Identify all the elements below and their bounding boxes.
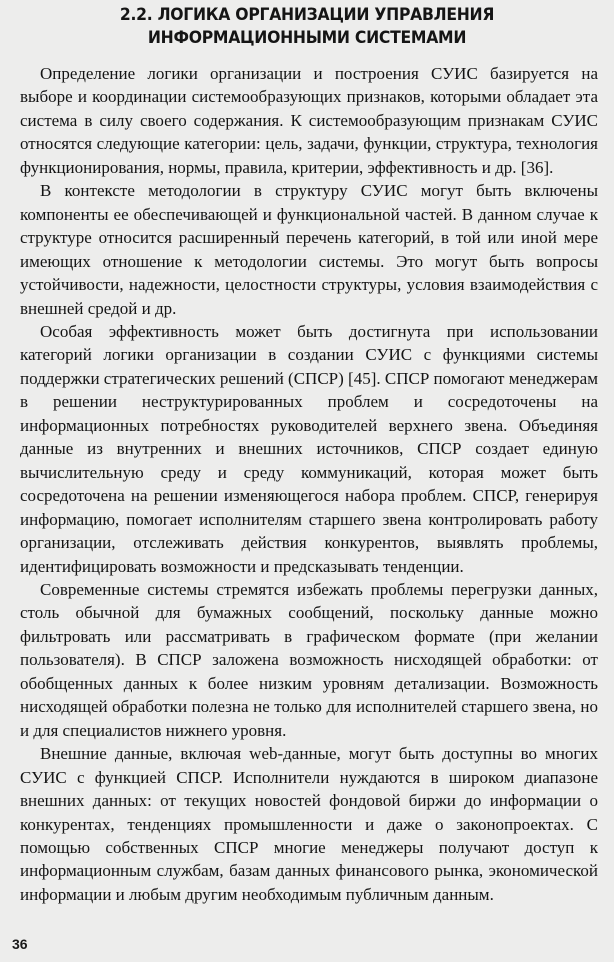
page-number: 36	[12, 936, 28, 952]
paragraph-2: В контексте методологии в структуру СУИС могут быть включены компоненты ее обеспечивающей и функциональной частей. В данном случае к структуре относится расширенный перечень категорий, в той или иной мере имеющих отношение к методологии системы. Это могут быть вопросы устойчивости, надежности, целостности структуры, условия взаимодействия с внешней средой и др.	[20, 181, 598, 318]
paragraph-4: Современные системы стремятся избежать проблемы перегрузки данных, столь обычной для бумажных сообщений, поскольку данные можно фильтровать или рассматривать в графическом формате (при желании пользователя). В СПСР заложена возможность нисходящей обработки: от обобщенных данных к более низким уровням детализации. Возможность нисходящей обработки полезна не только для исполнителей старшего звена, но и для специалистов нижнего уровня.	[20, 579, 598, 740]
section-heading-line-1: 2.2. ЛОГИКА ОРГАНИЗАЦИИ УПРАВЛЕНИЯ	[119, 5, 495, 25]
paragraph-1: Определение логики организации и построения СУИС базируется на выборе и координации системообразующих признаков, которыми обладает эта система в силу своего содержания. К системообразующим признакам СУИС относятся следующие категории: цель, задачи, функции, структура, технология функционирования, нормы, правила, критерии, эффективность и др. [36].	[20, 64, 598, 177]
section-heading	[25, 4, 590, 50]
body-text	[20, 62, 598, 906]
section-heading-line-2: ИНФОРМАЦИОННЫМИ СИСТЕМАМИ	[147, 28, 467, 48]
paragraph-5: Внешние данные, включая web-данные, могут быть доступны во многих СУИС с функцией СПСР. Исполнители нуждаются в широком диапазоне внешних данных: от текущих новостей фондовой биржи до информации о конкурентах, тенденциях промышленности и даже о законопроектах. С помощью собственных СПСР многие менеджеры получают доступ к информационным службам, базам данных финансового рынка, экономической информации и любым другим необходимым публичным данным.	[20, 744, 598, 904]
paragraph-3: Особая эффективность может быть достигнута при использовании категорий логики организации в создании СУИС с функциями системы поддержки стратегических решений (СПСР) [45]. СПСР помогают менеджерам в решении неструктурированных проблем и сосредоточены на информационных потребностях руководителей верхнего звена. Объединяя данные из внутренних и внешних источников, СПСР создает единую вычислительную среду и среду коммуникаций, которая может быть сосредоточена на решении изменяющегося набора проблем. СПСР, генерируя информацию, помогает исполнителям старшего звена контролировать работу организации, отслеживать действия конкурентов, выявлять проблемы, идентифицировать возможности и предсказывать тенденции.	[20, 321, 598, 576]
